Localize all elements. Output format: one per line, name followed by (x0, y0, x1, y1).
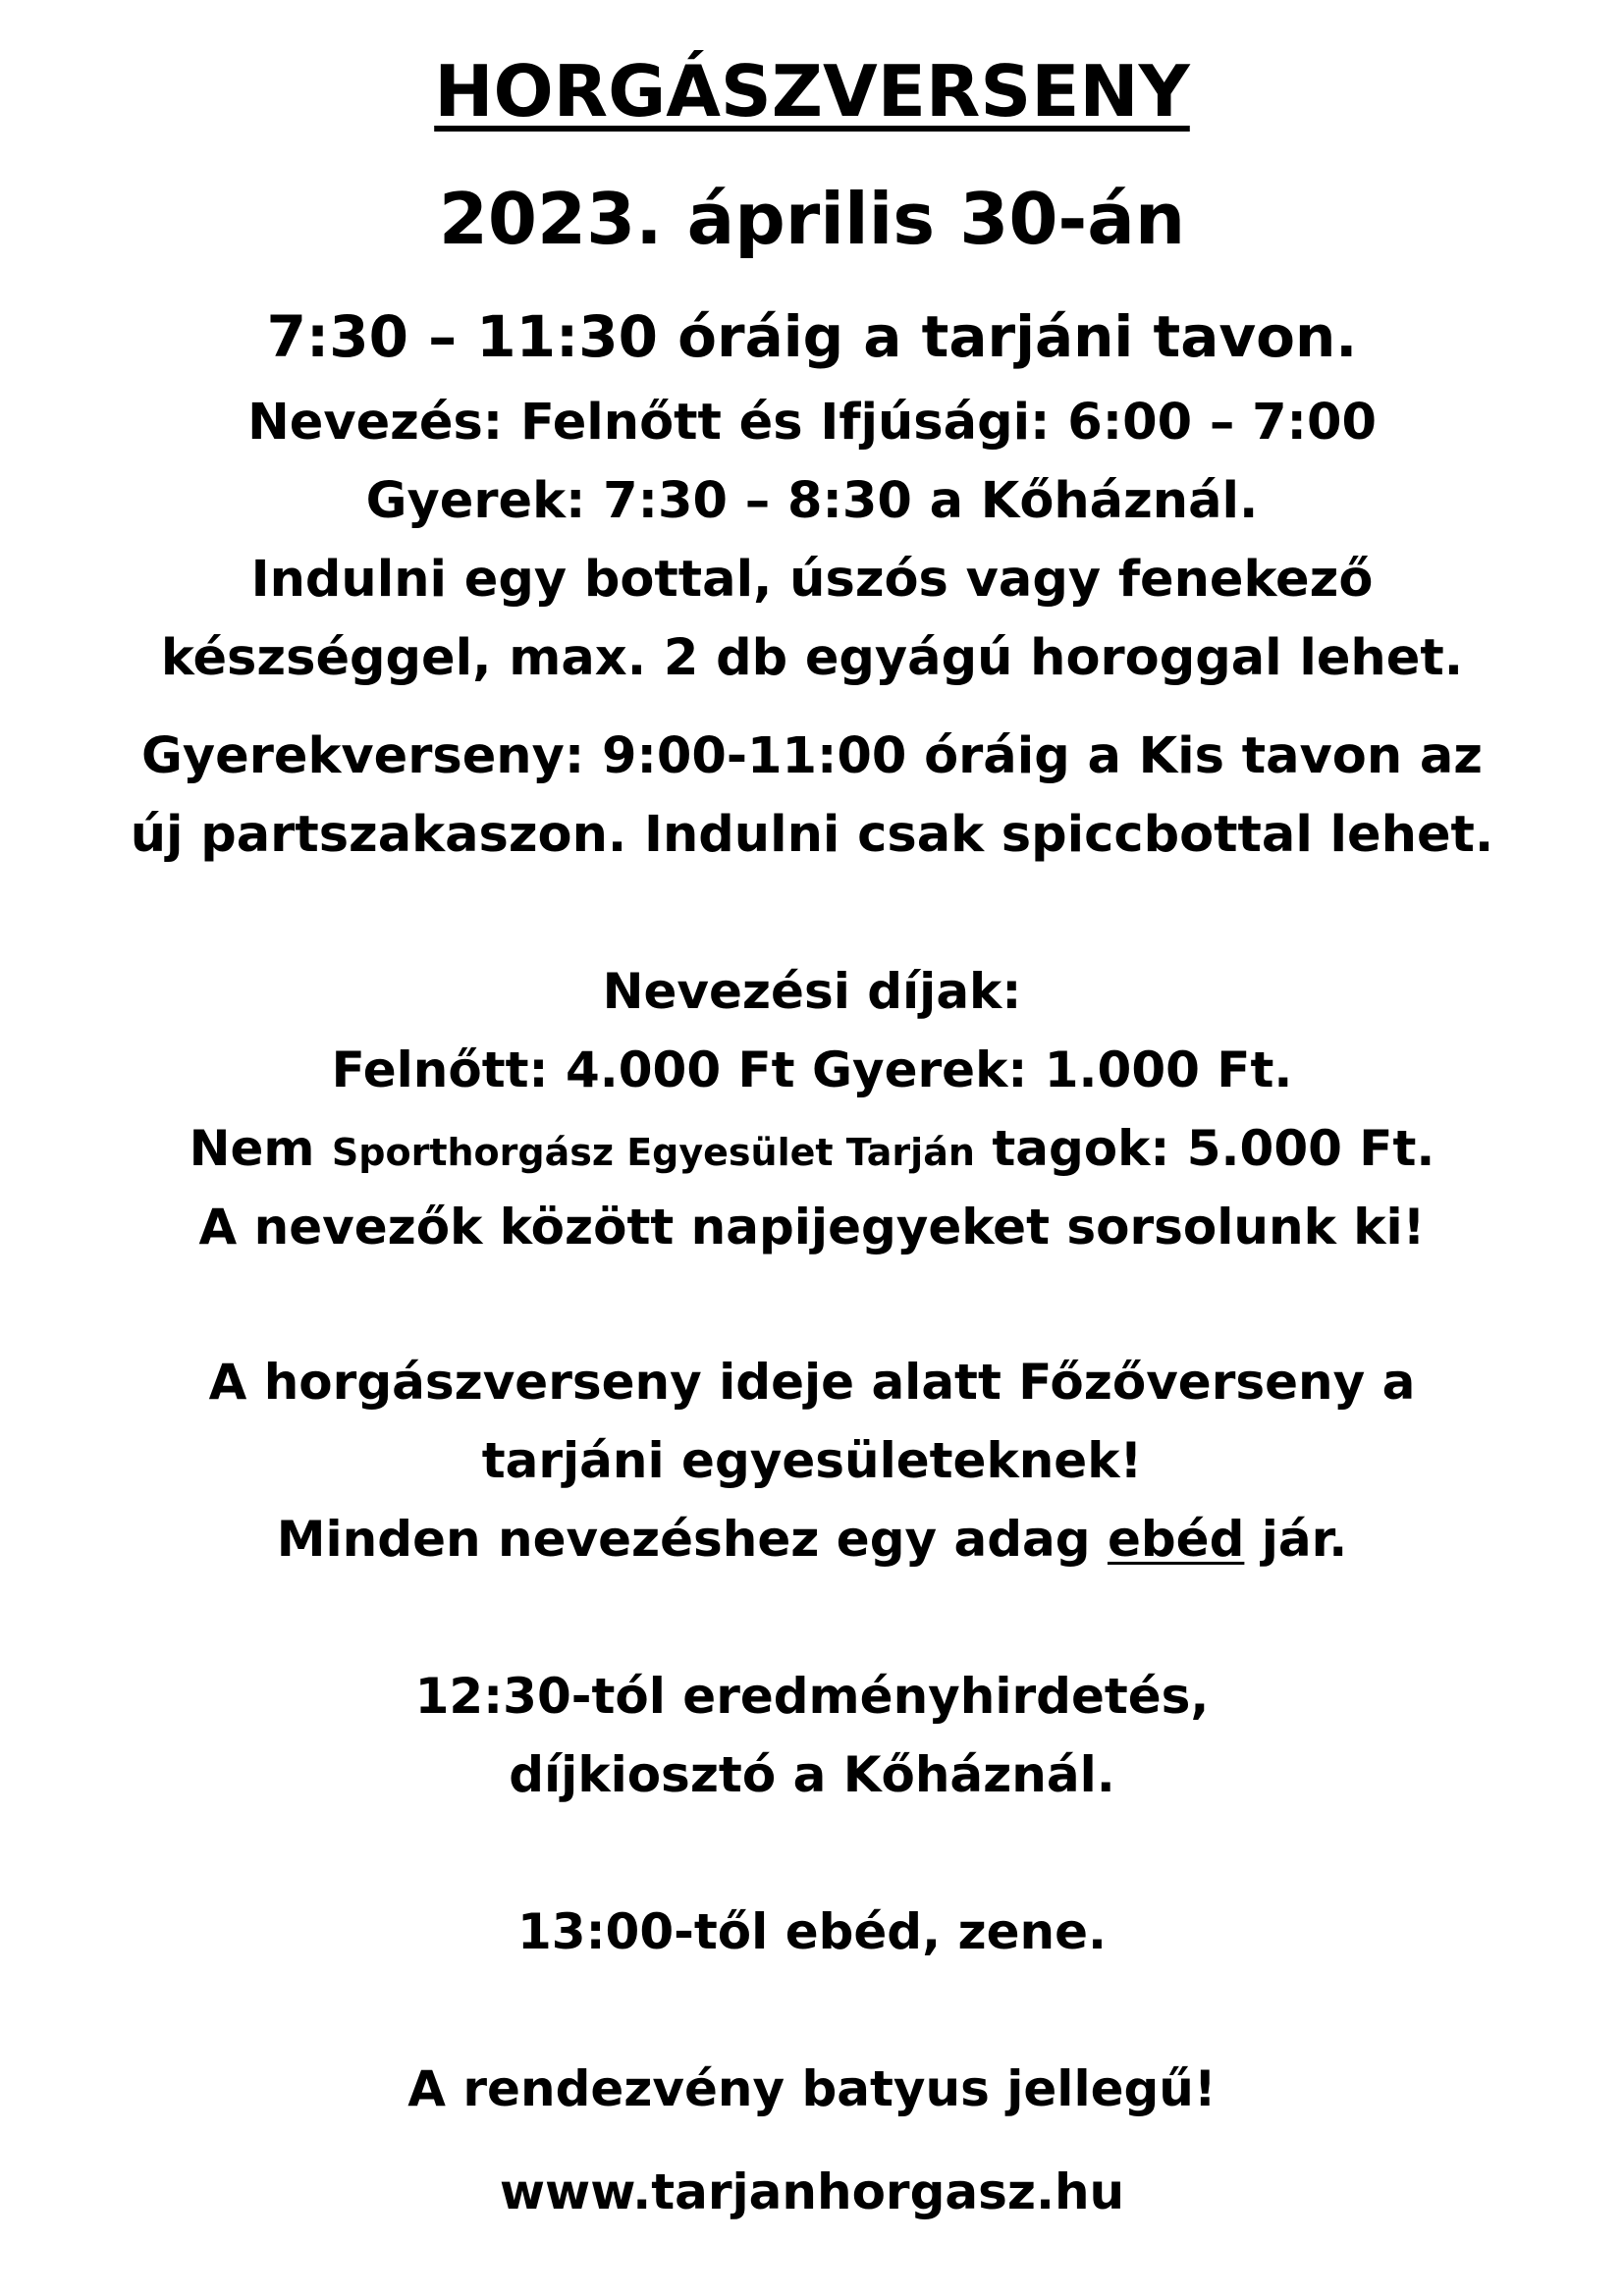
cooking-line-3-prefix: Minden nevezéshez egy adag (276, 1511, 1091, 1568)
note-line: A rendezvény batyus jellegű! (407, 2060, 1217, 2117)
rules-line-1: Indulni egy bottal, úszós vagy fenekező (250, 551, 1374, 609)
rules-line-2: készséggel, max. 2 db egyágú horoggal lehet. (160, 629, 1464, 687)
fees-adult-kid: Felnőtt: 4.000 Ft Gyerek: 1.000 Ft. (331, 1041, 1293, 1098)
fees-heading: Nevezési díjak: (602, 963, 1022, 1020)
fees-nonmember (0, 1121, 1624, 1178)
website-link[interactable]: www.tarjanhorgasz.hu (499, 2163, 1125, 2220)
cooking-line-3-suffix: jár. (1261, 1511, 1348, 1568)
event-time: 7:30 – 11:30 óráig a tarjáni tavon. (266, 303, 1358, 370)
cooking-line-3 (0, 1512, 1624, 1569)
results-line-1: 12:30-tól eredményhirdetés, (414, 1668, 1210, 1725)
results-line-2: díjkiosztó a Kőháznál. (509, 1746, 1115, 1803)
fees-nonmember-org: Sporthorgász Egyesület Tarján (331, 1131, 975, 1174)
poster-title: HORGÁSZVERSENY (434, 50, 1190, 133)
kids-competition-line-2: új partszakaszon. Indulni csak spiccbottal lehet. (130, 806, 1494, 864)
registration-kids: Gyerek: 7:30 – 8:30 a Kőháznál. (365, 472, 1259, 530)
fees-nonmember-prefix: Nem (189, 1120, 315, 1177)
fees-lottery: A nevezők között napijegyeket sorsolunk ki! (198, 1199, 1426, 1255)
cooking-line-1: A horgászverseny ideje alatt Főzőverseny a (208, 1354, 1416, 1411)
event-date: 2023. április 30-án (438, 178, 1186, 260)
cooking-lunch-word: ebéd (1107, 1511, 1245, 1568)
cooking-line-2: tarjáni egyesületeknek! (481, 1432, 1143, 1489)
fees-nonmember-suffix: tagok: 5.000 Ft. (992, 1120, 1435, 1177)
kids-competition-line-1: Gyerekverseny: 9:00-11:00 óráig a Kis tavon az (141, 727, 1483, 785)
lunch-line: 13:00-től ebéd, zene. (516, 1903, 1108, 1960)
registration-adult: Nevezés: Felnőtt és Ifjúsági: 6:00 – 7:00 (247, 394, 1377, 452)
